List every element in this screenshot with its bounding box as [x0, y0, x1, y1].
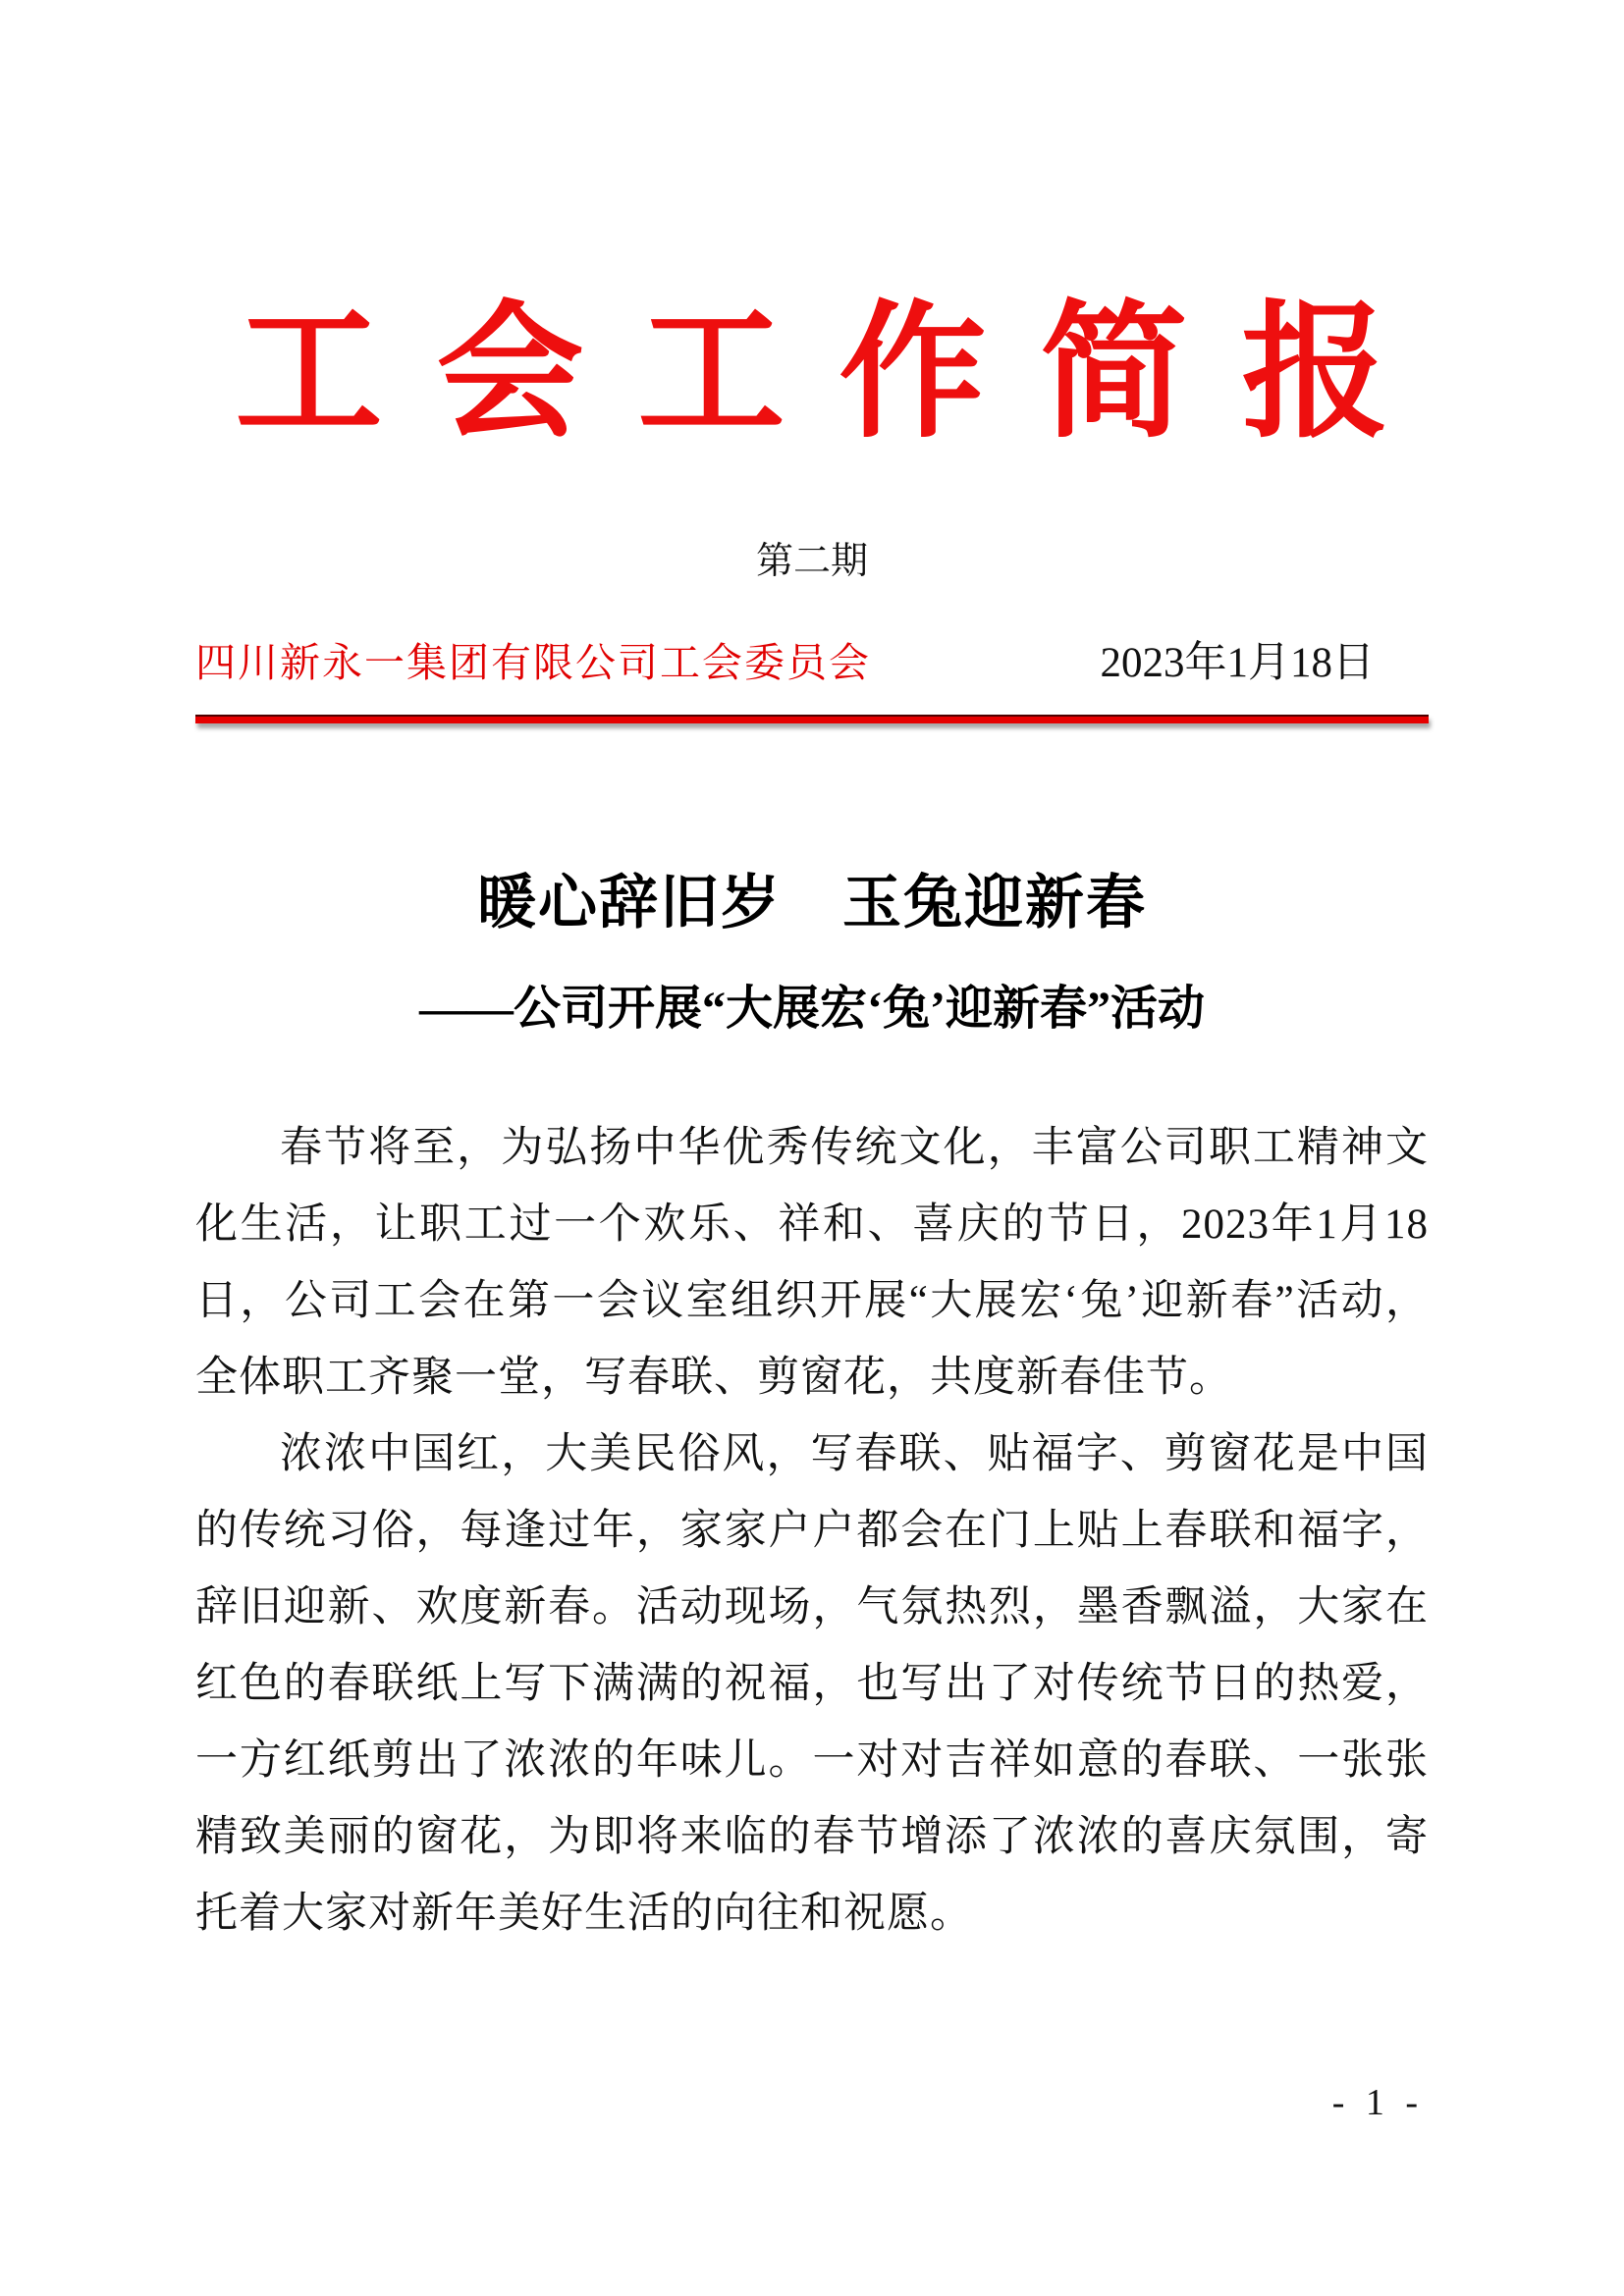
issuer-name: 四川新永一集团有限公司工会委员会	[195, 639, 871, 685]
page-number: - 1 -	[1331, 2082, 1424, 2123]
red-divider-line	[195, 715, 1429, 723]
article-subtitle: ——公司开展“大展宏‘兔’迎新春”活动	[419, 982, 1205, 1035]
article	[0, 856, 1624, 1952]
paragraph-1: 春节将至，为弘扬中华优秀传统文化，丰富公司职工精神文化生活，让职工过一个欢乐、祥和、喜庆的节日，2023年1月18日，公司工会在第一会议室组织开展“大展宏‘兔’迎新春”活动，全体职工齐聚一堂，写春联、剪窗花，共度新春佳节。	[195, 1124, 1429, 1401]
article-body	[195, 1110, 1429, 1952]
issue-number: 第二期	[755, 540, 868, 582]
masthead	[0, 0, 1624, 723]
article-title: 暖心辞旧岁 玉兔迎新春	[477, 870, 1147, 935]
bulletin-title: 工会工作简报	[235, 293, 1443, 455]
paragraph-2: 浓浓中国红，大美民俗风，写春联、贴福字、剪窗花是中国的传统习俗，每逢过年，家家户户都会在门上贴上春联和福字，辞旧迎新、欢度新春。活动现场，气氛热烈，墨香飘溢，大家在红色的春联纸上写下满满的祝福，也写出了对传统节日的热爱，一方红纸剪出了浓浓的年味儿。一对对吉祥如意的春联、一张张精致美丽的窗花，为即将来临的春节增添了浓浓的喜庆氛围，寄托着大家对新年美好生活的向往和祝愿。	[195, 1430, 1429, 1937]
issuer-row	[195, 629, 1429, 689]
publish-date: 2023年1月18日	[1100, 639, 1375, 686]
